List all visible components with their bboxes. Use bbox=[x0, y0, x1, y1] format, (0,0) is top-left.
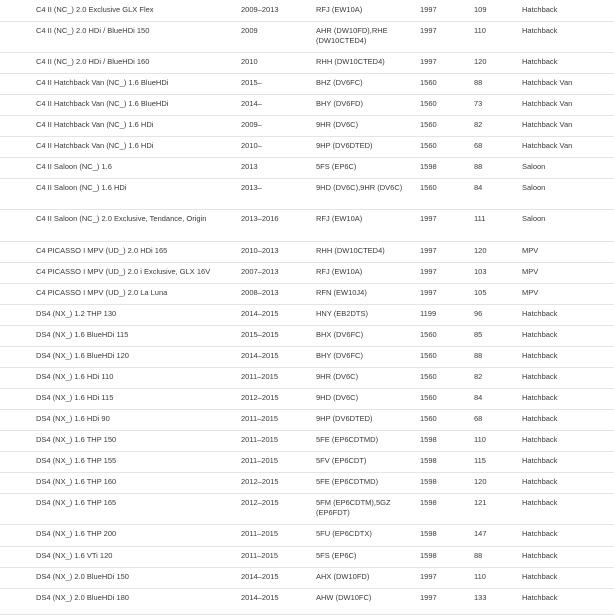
displacement-cell: 1560 bbox=[420, 78, 437, 87]
table-row bbox=[0, 241, 614, 263]
displacement-cell: 1598 bbox=[420, 162, 437, 171]
body-type-cell: Hatchback Van bbox=[522, 141, 573, 150]
body-type-cell: Hatchback bbox=[522, 529, 558, 538]
table-row bbox=[0, 567, 614, 589]
body-type-cell: Hatchback bbox=[522, 393, 558, 402]
years-cell: 2012–2015 bbox=[241, 393, 279, 402]
engine-code-cell: 5FU (EP6CDTX) bbox=[316, 529, 372, 538]
model-cell: DS4 (NX_) 2.0 BlueHDi 180 bbox=[36, 593, 129, 602]
engine-code-cell: RFJ (EW10A) bbox=[316, 214, 363, 223]
displacement-cell: 1997 bbox=[420, 267, 437, 276]
table-row bbox=[0, 21, 614, 53]
years-cell: 2015–2015 bbox=[241, 330, 279, 339]
model-cell: C4 PICASSO I MPV (UD_) 2.0 La Luna bbox=[36, 288, 168, 297]
body-type-cell: Hatchback Van bbox=[522, 99, 573, 108]
engine-code-cell: RFJ (EW10A) bbox=[316, 267, 363, 276]
displacement-cell: 1560 bbox=[420, 351, 437, 360]
displacement-cell: 1560 bbox=[420, 330, 437, 339]
years-cell: 2013 bbox=[241, 162, 258, 171]
model-cell: DS4 (NX_) 1.2 THP 130 bbox=[36, 309, 117, 318]
displacement-cell: 1997 bbox=[420, 57, 437, 66]
body-type-cell: Hatchback bbox=[522, 5, 558, 14]
body-type-cell: MPV bbox=[522, 246, 539, 255]
model-cell: C4 II Hatchback Van (NC_) 1.6 HDi bbox=[36, 120, 154, 129]
years-cell: 2012–2015 bbox=[241, 498, 279, 507]
engine-code-cell: AHR (DW10FD),RHE (DW10CTED4) bbox=[316, 26, 388, 45]
power-kw-cell: 88 bbox=[474, 78, 483, 87]
power-kw-cell: 84 bbox=[474, 393, 483, 402]
power-kw-cell: 120 bbox=[474, 57, 487, 66]
displacement-cell: 1560 bbox=[420, 141, 437, 150]
model-cell: C4 II Saloon (NC_) 1.6 HDi bbox=[36, 183, 127, 192]
table-row bbox=[0, 524, 614, 547]
table-row bbox=[0, 136, 614, 158]
power-kw-cell: 110 bbox=[474, 435, 486, 444]
table-row bbox=[0, 409, 614, 431]
power-kw-cell: 109 bbox=[474, 5, 487, 14]
engine-code-cell: 9HD (DV6C),9HR (DV6C) bbox=[316, 183, 403, 192]
engine-code-cell: RHH (DW10CTED4) bbox=[316, 246, 385, 255]
table-row bbox=[0, 115, 614, 137]
engine-code-cell: BHY (DV6FC) bbox=[316, 351, 363, 360]
model-cell: DS4 (NX_) 1.6 VTi 120 bbox=[36, 551, 113, 560]
years-cell: 2009–2013 bbox=[241, 5, 279, 14]
years-cell: 2009 bbox=[241, 26, 258, 35]
model-cell: DS4 (NX_) 1.6 THP 160 bbox=[36, 477, 117, 486]
body-type-cell: Hatchback bbox=[522, 477, 558, 486]
model-cell: C4 PICASSO I MPV (UD_) 2.0 HDi 165 bbox=[36, 246, 168, 255]
engine-code-cell: 5FS (EP6C) bbox=[316, 551, 357, 560]
engine-code-cell: RHH (DW10CTED4) bbox=[316, 57, 385, 66]
engine-code-cell: 5FS (EP6C) bbox=[316, 162, 357, 171]
body-type-cell: Hatchback bbox=[522, 414, 558, 423]
power-kw-cell: 121 bbox=[474, 498, 487, 507]
power-kw-cell: 111 bbox=[474, 214, 486, 223]
engine-code-cell: RFJ (EW10A) bbox=[316, 5, 363, 14]
body-type-cell: Hatchback bbox=[522, 309, 558, 318]
displacement-cell: 1598 bbox=[420, 456, 437, 465]
displacement-cell: 1560 bbox=[420, 414, 437, 423]
engine-code-cell: BHZ (DV6FC) bbox=[316, 78, 363, 87]
table-row bbox=[0, 73, 614, 95]
power-kw-cell: 103 bbox=[474, 267, 487, 276]
model-cell: DS4 (NX_) 1.6 BlueHDi 120 bbox=[36, 351, 129, 360]
displacement-cell: 1199 bbox=[420, 309, 437, 318]
body-type-cell: Saloon bbox=[522, 214, 546, 223]
power-kw-cell: 88 bbox=[474, 551, 483, 560]
model-cell: C4 II (NC_) 2.0 HDi / BlueHDi 160 bbox=[36, 57, 150, 66]
displacement-cell: 1560 bbox=[420, 99, 437, 108]
years-cell: 2011–2015 bbox=[241, 456, 278, 465]
years-cell: 2015– bbox=[241, 78, 262, 87]
displacement-cell: 1997 bbox=[420, 246, 437, 255]
years-cell: 2014– bbox=[241, 99, 262, 108]
engine-code-cell: RFN (EW10J4) bbox=[316, 288, 367, 297]
years-cell: 2013– bbox=[241, 183, 262, 192]
model-cell: C4 II (NC_) 2.0 Exclusive GLX Flex bbox=[36, 5, 154, 14]
table-row bbox=[0, 157, 614, 179]
body-type-cell: Hatchback bbox=[522, 498, 558, 507]
engine-code-cell: 9HR (DV6C) bbox=[316, 120, 359, 129]
body-type-cell: Hatchback bbox=[522, 551, 558, 560]
table-row bbox=[0, 94, 614, 116]
power-kw-cell: 147 bbox=[474, 529, 487, 538]
years-cell: 2011–2015 bbox=[241, 551, 278, 560]
years-cell: 2010–2013 bbox=[241, 246, 279, 255]
table-row bbox=[0, 546, 614, 568]
displacement-cell: 1598 bbox=[420, 498, 437, 507]
displacement-cell: 1997 bbox=[420, 593, 437, 602]
model-cell: C4 II (NC_) 2.0 HDi / BlueHDi 150 bbox=[36, 26, 150, 35]
table-row bbox=[0, 262, 614, 284]
engine-code-cell: 9HP (DV6DTED) bbox=[316, 414, 373, 423]
years-cell: 2014–2015 bbox=[241, 309, 279, 318]
table-row bbox=[0, 493, 614, 525]
engine-code-cell: 5FM (EP6CDTM),5GZ (EP6FDT) bbox=[316, 498, 391, 517]
table-row bbox=[0, 430, 614, 452]
table-row bbox=[0, 0, 614, 22]
table-row bbox=[0, 346, 614, 368]
displacement-cell: 1997 bbox=[420, 214, 437, 223]
displacement-cell: 1598 bbox=[420, 551, 437, 560]
table-row bbox=[0, 388, 614, 410]
body-type-cell: Hatchback bbox=[522, 57, 558, 66]
engine-code-cell: 9HR (DV6C) bbox=[316, 372, 359, 381]
body-type-cell: Hatchback bbox=[522, 593, 558, 602]
power-kw-cell: 110 bbox=[474, 572, 486, 581]
years-cell: 2012–2015 bbox=[241, 477, 279, 486]
engine-code-cell: 5FV (EP6CDT) bbox=[316, 456, 367, 465]
table-row bbox=[0, 325, 614, 347]
body-type-cell: Hatchback bbox=[522, 351, 558, 360]
model-cell: DS4 (NX_) 2.0 BlueHDi 150 bbox=[36, 572, 129, 581]
power-kw-cell: 105 bbox=[474, 288, 487, 297]
years-cell: 2014–2015 bbox=[241, 593, 279, 602]
power-kw-cell: 115 bbox=[474, 456, 486, 465]
model-cell: DS4 (NX_) 1.6 BlueHDi 115 bbox=[36, 330, 129, 339]
years-cell: 2013–2016 bbox=[241, 214, 279, 223]
engine-code-cell: AHX (DW10FD) bbox=[316, 572, 370, 581]
engine-code-cell: 5FE (EP6CDTMD) bbox=[316, 435, 379, 444]
years-cell: 2008–2013 bbox=[241, 288, 279, 297]
body-type-cell: Hatchback bbox=[522, 435, 558, 444]
table-row bbox=[0, 588, 614, 615]
years-cell: 2009– bbox=[241, 120, 262, 129]
body-type-cell: Hatchback bbox=[522, 572, 558, 581]
model-cell: C4 PICASSO I MPV (UD_) 2.0 i Exclusive, GLX 16V bbox=[36, 267, 211, 276]
displacement-cell: 1598 bbox=[420, 477, 437, 486]
power-kw-cell: 73 bbox=[474, 99, 483, 108]
engine-code-cell: BHY (DV6FD) bbox=[316, 99, 363, 108]
body-type-cell: Hatchback bbox=[522, 330, 558, 339]
table-row bbox=[0, 451, 614, 473]
table-row bbox=[0, 304, 614, 326]
power-kw-cell: 110 bbox=[474, 26, 486, 35]
power-kw-cell: 68 bbox=[474, 414, 483, 423]
engine-code-cell: AHW (DW10FC) bbox=[316, 593, 372, 602]
table-row bbox=[0, 472, 614, 494]
displacement-cell: 1560 bbox=[420, 372, 437, 381]
power-kw-cell: 85 bbox=[474, 330, 483, 339]
power-kw-cell: 84 bbox=[474, 183, 483, 192]
body-type-cell: Saloon bbox=[522, 162, 546, 171]
displacement-cell: 1560 bbox=[420, 120, 437, 129]
model-cell: DS4 (NX_) 1.6 HDi 115 bbox=[36, 393, 114, 402]
model-cell: DS4 (NX_) 1.6 THP 165 bbox=[36, 498, 117, 507]
years-cell: 2010 bbox=[241, 57, 258, 66]
model-cell: C4 II Hatchback Van (NC_) 1.6 HDi bbox=[36, 141, 154, 150]
power-kw-cell: 82 bbox=[474, 120, 483, 129]
body-type-cell: Hatchback Van bbox=[522, 120, 573, 129]
model-cell: C4 II Saloon (NC_) 1.6 bbox=[36, 162, 112, 171]
body-type-cell: Saloon bbox=[522, 183, 546, 192]
years-cell: 2014–2015 bbox=[241, 572, 279, 581]
displacement-cell: 1997 bbox=[420, 288, 437, 297]
model-cell: DS4 (NX_) 1.6 HDi 90 bbox=[36, 414, 110, 423]
body-type-cell: MPV bbox=[522, 288, 539, 297]
model-cell: DS4 (NX_) 1.6 THP 150 bbox=[36, 435, 117, 444]
displacement-cell: 1997 bbox=[420, 572, 437, 581]
power-kw-cell: 120 bbox=[474, 246, 487, 255]
body-type-cell: Hatchback bbox=[522, 26, 558, 35]
table-row bbox=[0, 178, 614, 210]
body-type-cell: Hatchback bbox=[522, 372, 558, 381]
table-row bbox=[0, 367, 614, 389]
years-cell: 2010– bbox=[241, 141, 262, 150]
displacement-cell: 1560 bbox=[420, 393, 437, 402]
model-cell: C4 II Hatchback Van (NC_) 1.6 BlueHDi bbox=[36, 99, 169, 108]
years-cell: 2007–2013 bbox=[241, 267, 279, 276]
power-kw-cell: 96 bbox=[474, 309, 483, 318]
power-kw-cell: 88 bbox=[474, 162, 483, 171]
model-cell: C4 II Saloon (NC_) 2.0 Exclusive, Tendance, Origin bbox=[36, 214, 207, 223]
displacement-cell: 1598 bbox=[420, 529, 437, 538]
model-cell: DS4 (NX_) 1.6 HDi 110 bbox=[36, 372, 114, 381]
power-kw-cell: 88 bbox=[474, 351, 483, 360]
engine-code-cell: 9HP (DV6DTED) bbox=[316, 141, 373, 150]
body-type-cell: MPV bbox=[522, 267, 539, 276]
years-cell: 2011–2015 bbox=[241, 529, 278, 538]
years-cell: 2011–2015 bbox=[241, 435, 278, 444]
table-row bbox=[0, 52, 614, 74]
power-kw-cell: 82 bbox=[474, 372, 483, 381]
body-type-cell: Hatchback Van bbox=[522, 78, 573, 87]
displacement-cell: 1997 bbox=[420, 5, 437, 14]
body-type-cell: Hatchback bbox=[522, 456, 558, 465]
years-cell: 2011–2015 bbox=[241, 372, 278, 381]
engine-code-cell: HNY (EB2DTS) bbox=[316, 309, 368, 318]
years-cell: 2011–2015 bbox=[241, 414, 278, 423]
model-cell: DS4 (NX_) 1.6 THP 200 bbox=[36, 529, 117, 538]
table-row bbox=[0, 209, 614, 242]
displacement-cell: 1598 bbox=[420, 435, 437, 444]
table-row bbox=[0, 283, 614, 305]
model-cell: DS4 (NX_) 1.6 THP 155 bbox=[36, 456, 117, 465]
engine-code-cell: 5FE (EP6CDTMD) bbox=[316, 477, 379, 486]
power-kw-cell: 68 bbox=[474, 141, 483, 150]
model-cell: C4 II Hatchback Van (NC_) 1.6 BlueHDi bbox=[36, 78, 169, 87]
engine-code-cell: 9HD (DV6C) bbox=[316, 393, 359, 402]
power-kw-cell: 133 bbox=[474, 593, 487, 602]
engine-code-cell: BHX (DV6FC) bbox=[316, 330, 364, 339]
power-kw-cell: 120 bbox=[474, 477, 487, 486]
displacement-cell: 1997 bbox=[420, 26, 437, 35]
displacement-cell: 1560 bbox=[420, 183, 437, 192]
years-cell: 2014–2015 bbox=[241, 351, 279, 360]
